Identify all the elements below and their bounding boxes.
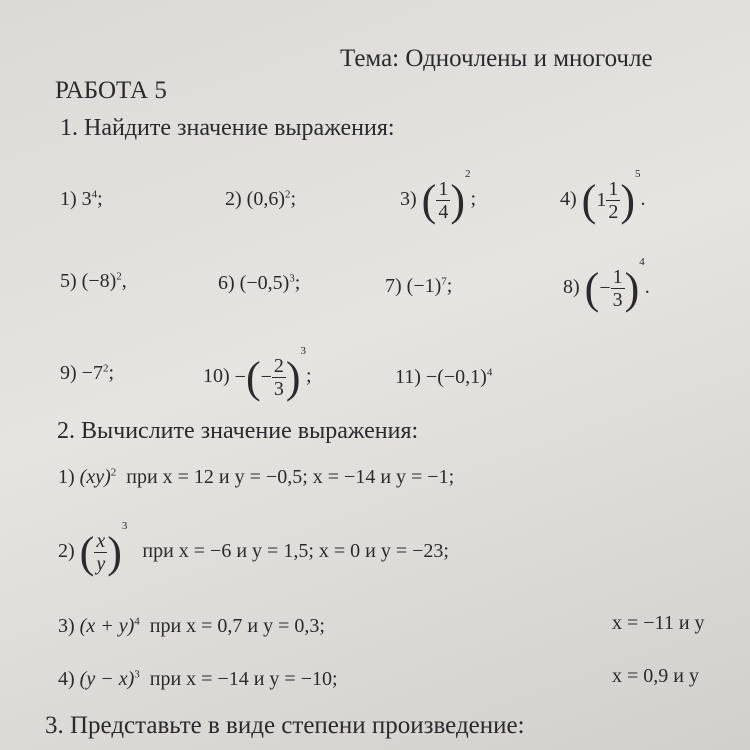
task1-item-4: 4) (1 $\frac{1}{2}$ )$^5$. — [560, 168, 646, 225]
work-title: РАБОТА 5 — [55, 77, 167, 104]
task1-item-6: 6) $(-0,5)^3$; — [218, 272, 301, 294]
task1-item-1: 1) $3^4$; — [60, 188, 103, 210]
topic-heading: Тема: Одночлены и многочле — [340, 45, 653, 72]
task2-item-2: 2) ( $\frac{x}{y}$ )$^3$ при x = −6 и y = 1,5; x = 0 и y = −23; — [58, 520, 449, 577]
task2-item-4-cond2: x = 0,9 и y — [612, 665, 699, 687]
task1-item-5: 5) $(-8)^2$, — [60, 270, 127, 292]
task2-item-1: 1) (xy)$^2$ при x = 12 и y = −0,5; x = −14 и y = −1; — [58, 466, 455, 488]
task1-item-8: 8) (− $\frac{1}{3}$ )$^4$. — [563, 256, 650, 313]
task1-item-7: 7) $(-1)^7$; — [385, 275, 453, 297]
task2-title: 2. Вычислите значение выражения: — [57, 418, 419, 444]
task2-item-3: 3) $(x + y)^4$ при x = 0,7 и y = 0,3; — [58, 615, 325, 637]
task1-item-10: 10) −(− $\frac{2}{3}$ )$^3$; — [203, 345, 312, 402]
task3-title: 3. Представьте в виде степени произведение: — [45, 712, 525, 739]
task1-item-9: $9) -7^2$; — [60, 362, 115, 384]
task1-item-11: $11) -(-0,1)^4$ — [395, 366, 493, 388]
task2-item-3-cond2: x = −11 и y — [612, 612, 705, 634]
task1-item-2: 2) $(0,6)^2$; — [225, 188, 297, 210]
task1-title: 1. Найдите значение выражения: — [60, 115, 395, 141]
task2-item-4: 4) $(y - x)^3$ при x = −14 и y = −10; — [58, 668, 338, 690]
task1-item-3: 3) ( $\frac{1}{4}$ )$^2$; — [400, 168, 477, 225]
